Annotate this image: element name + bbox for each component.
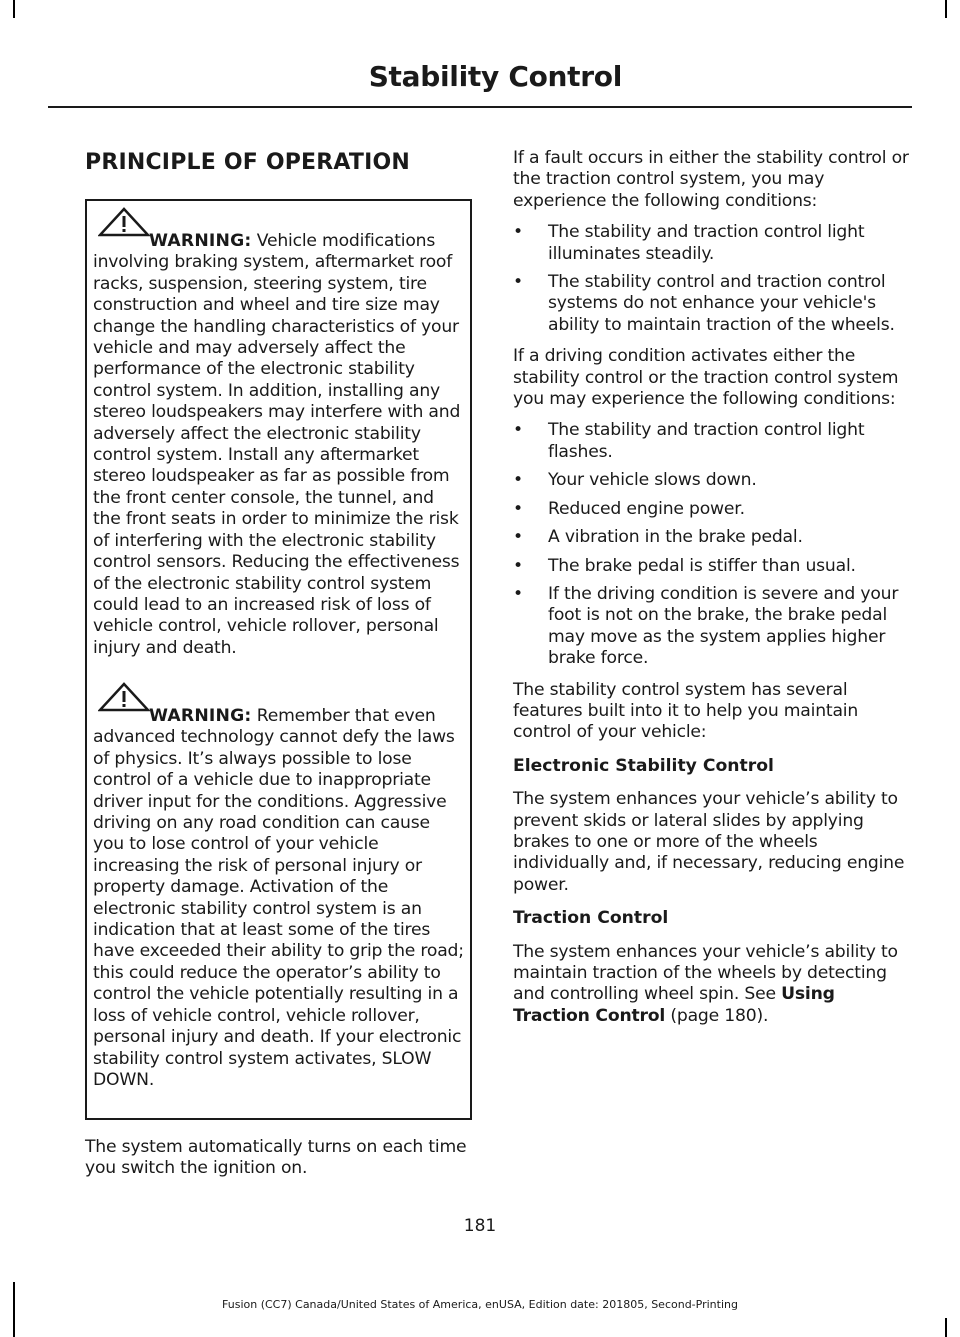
esc-heading: Electronic Stability Control: [513, 755, 774, 776]
warning-text: Remember that even advanced technology cannot defy the laws of physics. It’s always possible to lose control of a vehicle due to inappropriate driver input for the conditions. Aggressive driving on any road condition can cause you to lose control of your vehicle increasing the risk of personal injury or property damage. Activation of the electronic stability control system is an indication that at least some of the tires have exceeded their ability to grip the road; this could reduce the operator’s ability to control the vehicle potentially resulting in a loss of vehicle control, vehicle rollover, personal injury and death. If your electronic stability control system activates, SLOW DOWN.: [93, 706, 464, 1090]
crop-mark: [13, 0, 15, 18]
footer-edition: Fusion (CC7) Canada/United States of America, enUSA, Edition date: 201805, Second-Printing: [222, 1298, 738, 1311]
warning-triangle-icon: [98, 682, 150, 712]
crop-mark: [945, 1318, 947, 1337]
crop-mark: [945, 0, 947, 18]
list-item: • A vibration in the brake pedal.: [513, 527, 803, 548]
warning-label: WARNING:: [149, 706, 252, 726]
list-item: • The stability control and traction control systems do not enhance your vehicle's ability to maintain traction of the wheels.: [513, 272, 895, 335]
list-item: • The stability and traction control light illuminates steadily.: [513, 222, 865, 264]
list-item: • Reduced engine power.: [513, 498, 745, 519]
warning-label: WARNING:: [149, 231, 252, 251]
right-column: [513, 148, 911, 1027]
fault-conditions-list: [513, 222, 911, 336]
tc-paragraph: The system enhances your vehicle’s ability to maintain traction of the wheels by detecting and controlling wheel spin. See Using Traction Control (page 180).: [513, 941, 898, 1026]
traction-control-link[interactable]: Using Traction Control: [513, 984, 835, 1026]
warning-text: Vehicle modifications involving braking system, aftermarket roof racks, suspension, steering system, tire construction and wheel and tire size may change the handling characteristics of your vehicle and may adversely affect the performance of the electronic stability control system. In addition, installing any stereo loudspeakers may interfere with and adversely affect the electronic stability control system. Install any aftermarket stereo loudspeaker as far as possible from the front center console, the tunnel, and the front seats in order to minimize the risk of interfering with the electronic stability control sensors. Reducing the effectiveness of the electronic stability control system could lead to an increased risk of loss of vehicle control, vehicle rollover, personal injury and death.: [93, 231, 461, 658]
list-item: • If the driving condition is severe and your foot is not on the brake, the brake pedal may move as the system applies higher brake force.: [513, 583, 899, 669]
auto-on-paragraph: The system automatically turns on each time you switch the ignition on.: [85, 1137, 467, 1179]
warning-box: [85, 199, 472, 1120]
warning-2: [93, 706, 465, 1091]
section-heading: PRINCIPLE OF OPERATION: [85, 150, 411, 175]
esc-paragraph: The system enhances your vehicle’s ability to prevent skids or lateral slides by applying brakes to one or more of the wheels individually and, if necessary, reducing engine power.: [513, 789, 905, 895]
fault-intro: If a fault occurs in either the stability control or the traction control system, you may experience the following conditions:: [513, 148, 909, 211]
features-intro: The stability control system has several features built into it to help you maintain control of your vehicle:: [513, 679, 859, 743]
list-item: • The brake pedal is stiffer than usual.: [513, 555, 856, 576]
list-item: • Your vehicle slows down.: [513, 470, 757, 491]
page-title: Stability Control: [368, 60, 622, 93]
activate-conditions-list: [513, 420, 911, 669]
page-reference: (page 180).: [670, 1005, 769, 1026]
activate-intro: If a driving condition activates either the stability control or the traction control system you may experience the following conditions:: [513, 346, 899, 410]
header-divider: [48, 106, 912, 108]
tc-heading: Traction Control: [513, 908, 669, 929]
list-item: • The stability and traction control light flashes.: [513, 420, 865, 462]
warning-1: [93, 231, 465, 659]
page-number: 181: [463, 1216, 497, 1236]
warning-triangle-icon: [98, 207, 150, 237]
